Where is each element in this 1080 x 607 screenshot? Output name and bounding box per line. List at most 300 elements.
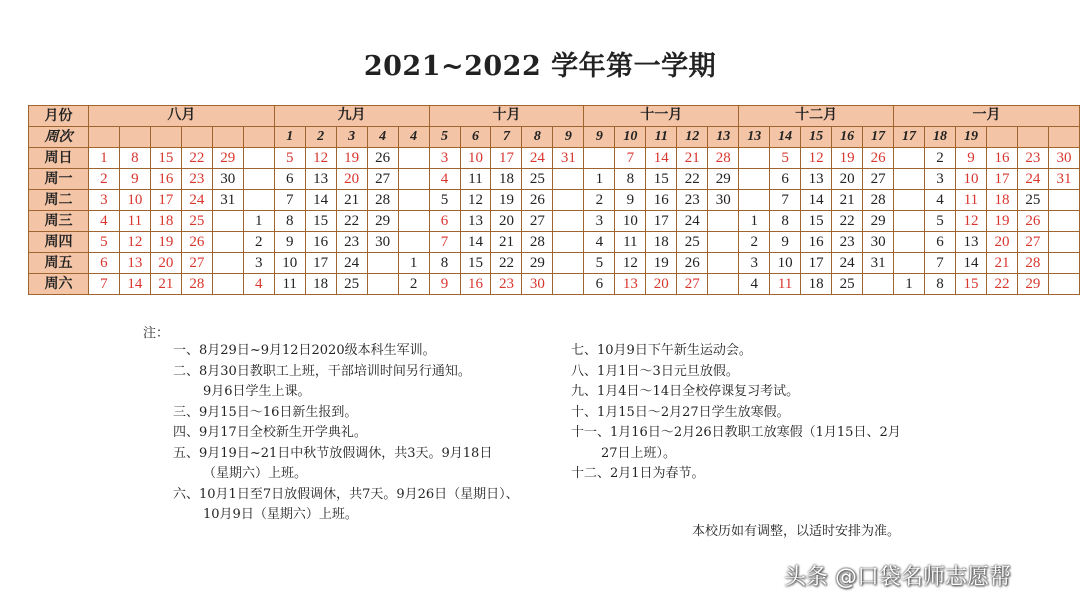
date-cell bbox=[367, 274, 398, 295]
date-cell: 16 bbox=[305, 232, 336, 253]
date-cell: 2 bbox=[739, 232, 770, 253]
day-label: 周五 bbox=[29, 253, 89, 274]
date-cell: 10 bbox=[955, 169, 986, 190]
date-cell: 24 bbox=[336, 253, 367, 274]
day-row bbox=[29, 253, 1080, 274]
date-cell: 13 bbox=[119, 253, 150, 274]
note-line: 八、1月1日～3日元旦放假。 bbox=[571, 363, 739, 379]
date-cell: 26 bbox=[1017, 211, 1048, 232]
date-cell: 7 bbox=[615, 148, 646, 169]
date-cell: 22 bbox=[336, 211, 367, 232]
date-cell: 4 bbox=[739, 274, 770, 295]
date-cell: 30 bbox=[708, 190, 739, 211]
date-cell: 12 bbox=[119, 232, 150, 253]
date-cell: 9 bbox=[429, 274, 460, 295]
date-cell: 1 bbox=[894, 274, 925, 295]
date-cell: 31 bbox=[553, 148, 584, 169]
week-number bbox=[119, 127, 150, 148]
week-number: 17 bbox=[894, 127, 925, 148]
date-cell: 27 bbox=[181, 253, 212, 274]
date-cell: 15 bbox=[801, 211, 832, 232]
date-cell: 21 bbox=[986, 253, 1017, 274]
month-row-label: 月份 bbox=[29, 106, 89, 127]
date-cell: 24 bbox=[522, 148, 553, 169]
date-cell bbox=[243, 190, 274, 211]
note-line: 六、10月1日至7日放假调休，共7天。9月26日（星期日）、 bbox=[173, 486, 519, 502]
date-cell: 31 bbox=[212, 190, 243, 211]
day-label: 周六 bbox=[29, 274, 89, 295]
date-cell: 23 bbox=[677, 190, 708, 211]
footer-note: 本校历如有调整，以适时安排为准。 bbox=[692, 524, 901, 539]
notes-left-column bbox=[173, 341, 519, 526]
day-row bbox=[29, 274, 1080, 295]
date-cell bbox=[553, 190, 584, 211]
date-cell: 4 bbox=[429, 169, 460, 190]
day-label: 周四 bbox=[29, 232, 89, 253]
date-cell bbox=[1048, 253, 1079, 274]
date-cell: 8 bbox=[925, 274, 956, 295]
date-cell: 6 bbox=[88, 253, 119, 274]
date-cell: 1 bbox=[739, 211, 770, 232]
watermark: 头条 @口袋名师志愿帮 bbox=[784, 565, 1011, 590]
date-cell: 17 bbox=[150, 190, 181, 211]
date-cell bbox=[1048, 211, 1079, 232]
week-number: 4 bbox=[398, 127, 429, 148]
date-cell: 5 bbox=[88, 232, 119, 253]
date-cell: 16 bbox=[460, 274, 491, 295]
date-cell: 17 bbox=[986, 169, 1017, 190]
date-cell bbox=[398, 148, 429, 169]
date-cell: 26 bbox=[863, 148, 894, 169]
date-cell: 10 bbox=[119, 190, 150, 211]
date-cell: 21 bbox=[677, 148, 708, 169]
week-number: 1 bbox=[274, 127, 305, 148]
date-cell: 23 bbox=[336, 232, 367, 253]
month-header: 十月 bbox=[429, 106, 584, 127]
date-cell bbox=[708, 232, 739, 253]
note-line: 十二、2月1日为春节。 bbox=[571, 466, 705, 481]
date-cell: 28 bbox=[367, 190, 398, 211]
day-row bbox=[29, 211, 1080, 232]
week-number: 17 bbox=[863, 127, 894, 148]
date-cell: 16 bbox=[986, 148, 1017, 169]
date-cell: 24 bbox=[181, 190, 212, 211]
week-number: 10 bbox=[615, 127, 646, 148]
date-cell: 9 bbox=[274, 232, 305, 253]
date-cell: 22 bbox=[181, 148, 212, 169]
date-cell: 29 bbox=[708, 169, 739, 190]
date-cell: 12 bbox=[615, 253, 646, 274]
date-cell: 8 bbox=[429, 253, 460, 274]
date-cell bbox=[398, 232, 429, 253]
date-cell bbox=[708, 253, 739, 274]
week-number: 9 bbox=[584, 127, 615, 148]
date-cell: 21 bbox=[150, 274, 181, 295]
date-cell: 1 bbox=[398, 253, 429, 274]
date-cell: 8 bbox=[119, 148, 150, 169]
date-cell: 11 bbox=[770, 274, 801, 295]
date-cell bbox=[243, 169, 274, 190]
week-number bbox=[1048, 127, 1079, 148]
date-cell: 22 bbox=[832, 211, 863, 232]
date-cell: 8 bbox=[274, 211, 305, 232]
week-number: 18 bbox=[925, 127, 956, 148]
date-cell: 31 bbox=[863, 253, 894, 274]
week-number: 9 bbox=[553, 127, 584, 148]
date-cell: 27 bbox=[367, 169, 398, 190]
note-line: 三、9月15日～16日新生报到。 bbox=[173, 404, 358, 420]
date-cell: 29 bbox=[212, 148, 243, 169]
week-number: 13 bbox=[739, 127, 770, 148]
note-line: 九、1月4日～14日全校停课复习考试。 bbox=[571, 384, 800, 399]
date-cell bbox=[367, 253, 398, 274]
date-cell: 15 bbox=[646, 169, 677, 190]
date-cell: 28 bbox=[181, 274, 212, 295]
date-cell: 1 bbox=[88, 148, 119, 169]
date-cell: 12 bbox=[955, 211, 986, 232]
date-cell bbox=[553, 253, 584, 274]
date-cell: 27 bbox=[522, 211, 553, 232]
month-header: 八月 bbox=[88, 106, 274, 127]
date-cell: 16 bbox=[646, 190, 677, 211]
date-cell bbox=[739, 148, 770, 169]
date-cell bbox=[398, 211, 429, 232]
date-cell: 3 bbox=[739, 253, 770, 274]
date-cell: 13 bbox=[615, 274, 646, 295]
date-cell: 11 bbox=[460, 169, 491, 190]
week-number: 5 bbox=[429, 127, 460, 148]
date-cell: 6 bbox=[429, 211, 460, 232]
date-cell bbox=[584, 148, 615, 169]
month-header: 九月 bbox=[274, 106, 429, 127]
date-cell: 30 bbox=[522, 274, 553, 295]
date-cell: 13 bbox=[801, 169, 832, 190]
date-cell: 4 bbox=[584, 232, 615, 253]
date-cell: 1 bbox=[243, 211, 274, 232]
date-cell: 7 bbox=[770, 190, 801, 211]
date-cell: 30 bbox=[863, 232, 894, 253]
date-cell: 11 bbox=[274, 274, 305, 295]
date-cell: 3 bbox=[925, 169, 956, 190]
notes-right-column bbox=[571, 341, 901, 485]
date-cell: 25 bbox=[336, 274, 367, 295]
date-cell: 2 bbox=[584, 190, 615, 211]
day-label: 周一 bbox=[29, 169, 89, 190]
week-number bbox=[212, 127, 243, 148]
date-cell: 21 bbox=[336, 190, 367, 211]
week-number bbox=[88, 127, 119, 148]
date-cell bbox=[708, 274, 739, 295]
date-cell: 17 bbox=[491, 148, 522, 169]
date-cell: 6 bbox=[274, 169, 305, 190]
date-cell: 15 bbox=[955, 274, 986, 295]
week-number: 16 bbox=[832, 127, 863, 148]
week-number: 11 bbox=[646, 127, 677, 148]
week-number bbox=[181, 127, 212, 148]
date-cell bbox=[894, 169, 925, 190]
date-cell bbox=[212, 211, 243, 232]
date-cell: 22 bbox=[986, 274, 1017, 295]
date-cell: 5 bbox=[925, 211, 956, 232]
date-cell bbox=[739, 190, 770, 211]
date-cell: 27 bbox=[1017, 232, 1048, 253]
date-cell: 20 bbox=[150, 253, 181, 274]
date-cell: 6 bbox=[584, 274, 615, 295]
date-cell: 10 bbox=[770, 253, 801, 274]
note-line: 二、8月30日教职工上班，干部培训时间另行通知。 bbox=[173, 363, 471, 379]
date-cell: 25 bbox=[677, 232, 708, 253]
date-cell: 2 bbox=[243, 232, 274, 253]
date-cell bbox=[553, 169, 584, 190]
date-cell: 25 bbox=[1017, 190, 1048, 211]
week-number: 7 bbox=[491, 127, 522, 148]
date-cell bbox=[212, 253, 243, 274]
date-cell: 15 bbox=[150, 148, 181, 169]
day-label: 周日 bbox=[29, 148, 89, 169]
date-cell: 22 bbox=[491, 253, 522, 274]
date-cell: 24 bbox=[677, 211, 708, 232]
date-cell: 29 bbox=[522, 253, 553, 274]
date-cell: 5 bbox=[584, 253, 615, 274]
note-line: 9月6日学生上课。 bbox=[203, 384, 311, 399]
date-cell: 14 bbox=[119, 274, 150, 295]
date-cell: 3 bbox=[584, 211, 615, 232]
date-cell: 9 bbox=[119, 169, 150, 190]
date-cell bbox=[894, 232, 925, 253]
week-number-row bbox=[29, 127, 1080, 148]
date-cell: 30 bbox=[367, 232, 398, 253]
date-cell: 17 bbox=[801, 253, 832, 274]
notes-header: 注： bbox=[143, 326, 170, 341]
week-number: 8 bbox=[522, 127, 553, 148]
month-header: 十一月 bbox=[584, 106, 739, 127]
date-cell: 4 bbox=[88, 211, 119, 232]
date-cell: 28 bbox=[708, 148, 739, 169]
date-cell: 26 bbox=[522, 190, 553, 211]
date-cell: 19 bbox=[336, 148, 367, 169]
date-cell: 14 bbox=[955, 253, 986, 274]
date-cell: 25 bbox=[522, 169, 553, 190]
date-cell: 9 bbox=[615, 190, 646, 211]
week-number bbox=[986, 127, 1017, 148]
date-cell: 5 bbox=[429, 190, 460, 211]
date-cell bbox=[894, 190, 925, 211]
date-cell: 22 bbox=[677, 169, 708, 190]
date-cell: 26 bbox=[181, 232, 212, 253]
date-cell: 26 bbox=[677, 253, 708, 274]
date-cell: 11 bbox=[615, 232, 646, 253]
date-cell: 14 bbox=[460, 232, 491, 253]
day-row bbox=[29, 232, 1080, 253]
note-line: 十一、1月16日～2月26日教职工放寒假（1月15日、2月 bbox=[571, 425, 901, 440]
note-line: （星期六）上班。 bbox=[203, 466, 308, 481]
week-number bbox=[243, 127, 274, 148]
date-cell: 20 bbox=[491, 211, 522, 232]
week-number: 12 bbox=[677, 127, 708, 148]
date-cell bbox=[1048, 274, 1079, 295]
date-cell: 18 bbox=[801, 274, 832, 295]
date-cell: 1 bbox=[584, 169, 615, 190]
date-cell: 4 bbox=[243, 274, 274, 295]
date-cell: 7 bbox=[925, 253, 956, 274]
date-cell: 21 bbox=[491, 232, 522, 253]
month-header-row bbox=[29, 106, 1080, 127]
date-cell: 13 bbox=[305, 169, 336, 190]
date-cell: 13 bbox=[460, 211, 491, 232]
date-cell bbox=[894, 211, 925, 232]
date-cell: 28 bbox=[1017, 253, 1048, 274]
date-cell: 30 bbox=[1048, 148, 1079, 169]
week-number: 15 bbox=[801, 127, 832, 148]
week-number: 19 bbox=[955, 127, 986, 148]
date-cell: 8 bbox=[615, 169, 646, 190]
date-cell bbox=[739, 169, 770, 190]
date-cell: 8 bbox=[770, 211, 801, 232]
date-cell: 7 bbox=[274, 190, 305, 211]
date-cell bbox=[553, 211, 584, 232]
date-cell bbox=[212, 274, 243, 295]
month-header: 一月 bbox=[894, 106, 1080, 127]
note-line: 四、9月17日全校新生开学典礼。 bbox=[173, 425, 367, 440]
date-cell: 3 bbox=[88, 190, 119, 211]
date-cell: 23 bbox=[832, 232, 863, 253]
date-cell: 12 bbox=[460, 190, 491, 211]
week-number bbox=[1017, 127, 1048, 148]
date-cell: 14 bbox=[646, 148, 677, 169]
note-line: 五、9月19日~21日中秋节放假调休，共3天。9月18日 bbox=[173, 445, 493, 461]
date-cell: 23 bbox=[1017, 148, 1048, 169]
date-cell: 17 bbox=[646, 211, 677, 232]
date-cell bbox=[894, 148, 925, 169]
date-cell: 19 bbox=[491, 190, 522, 211]
day-label: 周二 bbox=[29, 190, 89, 211]
date-cell bbox=[1048, 232, 1079, 253]
day-row bbox=[29, 148, 1080, 169]
date-cell: 18 bbox=[491, 169, 522, 190]
month-header: 十二月 bbox=[739, 106, 894, 127]
date-cell: 25 bbox=[181, 211, 212, 232]
date-cell: 9 bbox=[770, 232, 801, 253]
date-cell: 14 bbox=[801, 190, 832, 211]
date-cell: 9 bbox=[955, 148, 986, 169]
date-cell bbox=[863, 274, 894, 295]
date-cell: 10 bbox=[460, 148, 491, 169]
date-cell bbox=[708, 211, 739, 232]
date-cell bbox=[553, 232, 584, 253]
date-cell: 14 bbox=[305, 190, 336, 211]
date-cell: 2 bbox=[88, 169, 119, 190]
date-cell bbox=[398, 169, 429, 190]
date-cell: 27 bbox=[863, 169, 894, 190]
day-row bbox=[29, 169, 1080, 190]
date-cell: 20 bbox=[336, 169, 367, 190]
date-cell: 19 bbox=[150, 232, 181, 253]
date-cell: 11 bbox=[955, 190, 986, 211]
date-cell: 25 bbox=[832, 274, 863, 295]
note-line: 七、10月9日下午新生运动会。 bbox=[571, 343, 752, 358]
date-cell: 10 bbox=[274, 253, 305, 274]
date-cell: 16 bbox=[150, 169, 181, 190]
date-cell: 29 bbox=[1017, 274, 1048, 295]
date-cell: 13 bbox=[955, 232, 986, 253]
note-line: 10月9日（星期六）上班。 bbox=[203, 507, 358, 522]
date-cell: 20 bbox=[646, 274, 677, 295]
date-cell: 5 bbox=[274, 148, 305, 169]
date-cell: 20 bbox=[832, 169, 863, 190]
date-cell: 5 bbox=[770, 148, 801, 169]
day-row bbox=[29, 190, 1080, 211]
date-cell: 18 bbox=[646, 232, 677, 253]
date-cell: 12 bbox=[305, 148, 336, 169]
date-cell: 3 bbox=[429, 148, 460, 169]
date-cell: 20 bbox=[986, 232, 1017, 253]
date-cell: 26 bbox=[367, 148, 398, 169]
date-cell bbox=[243, 148, 274, 169]
date-cell: 24 bbox=[832, 253, 863, 274]
week-number: 6 bbox=[460, 127, 491, 148]
date-cell: 23 bbox=[491, 274, 522, 295]
date-cell bbox=[212, 232, 243, 253]
date-cell: 15 bbox=[305, 211, 336, 232]
date-cell: 7 bbox=[429, 232, 460, 253]
date-cell: 30 bbox=[212, 169, 243, 190]
date-cell: 16 bbox=[801, 232, 832, 253]
date-cell: 6 bbox=[770, 169, 801, 190]
date-cell: 19 bbox=[646, 253, 677, 274]
date-cell: 21 bbox=[832, 190, 863, 211]
date-cell: 19 bbox=[986, 211, 1017, 232]
date-cell: 17 bbox=[305, 253, 336, 274]
date-cell: 18 bbox=[986, 190, 1017, 211]
note-line: 27日上班）。 bbox=[601, 445, 677, 461]
date-cell: 29 bbox=[367, 211, 398, 232]
date-cell: 28 bbox=[863, 190, 894, 211]
date-cell: 2 bbox=[925, 148, 956, 169]
date-cell: 27 bbox=[677, 274, 708, 295]
day-label: 周三 bbox=[29, 211, 89, 232]
date-cell: 10 bbox=[615, 211, 646, 232]
date-cell: 4 bbox=[925, 190, 956, 211]
date-cell: 28 bbox=[522, 232, 553, 253]
note-line: 十、1月15日～2月27日学生放寒假。 bbox=[571, 404, 790, 420]
date-cell bbox=[398, 190, 429, 211]
week-number: 3 bbox=[336, 127, 367, 148]
date-cell: 2 bbox=[398, 274, 429, 295]
date-cell: 3 bbox=[243, 253, 274, 274]
date-cell: 29 bbox=[863, 211, 894, 232]
date-cell: 31 bbox=[1048, 169, 1079, 190]
school-calendar-table bbox=[28, 105, 1080, 295]
date-cell: 7 bbox=[88, 274, 119, 295]
date-cell bbox=[894, 253, 925, 274]
date-cell: 11 bbox=[119, 211, 150, 232]
date-cell: 15 bbox=[460, 253, 491, 274]
week-number: 13 bbox=[708, 127, 739, 148]
date-cell: 18 bbox=[305, 274, 336, 295]
note-line: 一、8月29日~9月12日2020级本科生军训。 bbox=[173, 343, 436, 358]
date-cell: 12 bbox=[801, 148, 832, 169]
week-number: 4 bbox=[367, 127, 398, 148]
week-number bbox=[150, 127, 181, 148]
date-cell bbox=[553, 274, 584, 295]
week-row-label: 周次 bbox=[29, 127, 89, 148]
week-number: 2 bbox=[305, 127, 336, 148]
week-number: 14 bbox=[770, 127, 801, 148]
date-cell: 18 bbox=[150, 211, 181, 232]
date-cell: 19 bbox=[832, 148, 863, 169]
date-cell bbox=[1048, 190, 1079, 211]
date-cell: 23 bbox=[181, 169, 212, 190]
